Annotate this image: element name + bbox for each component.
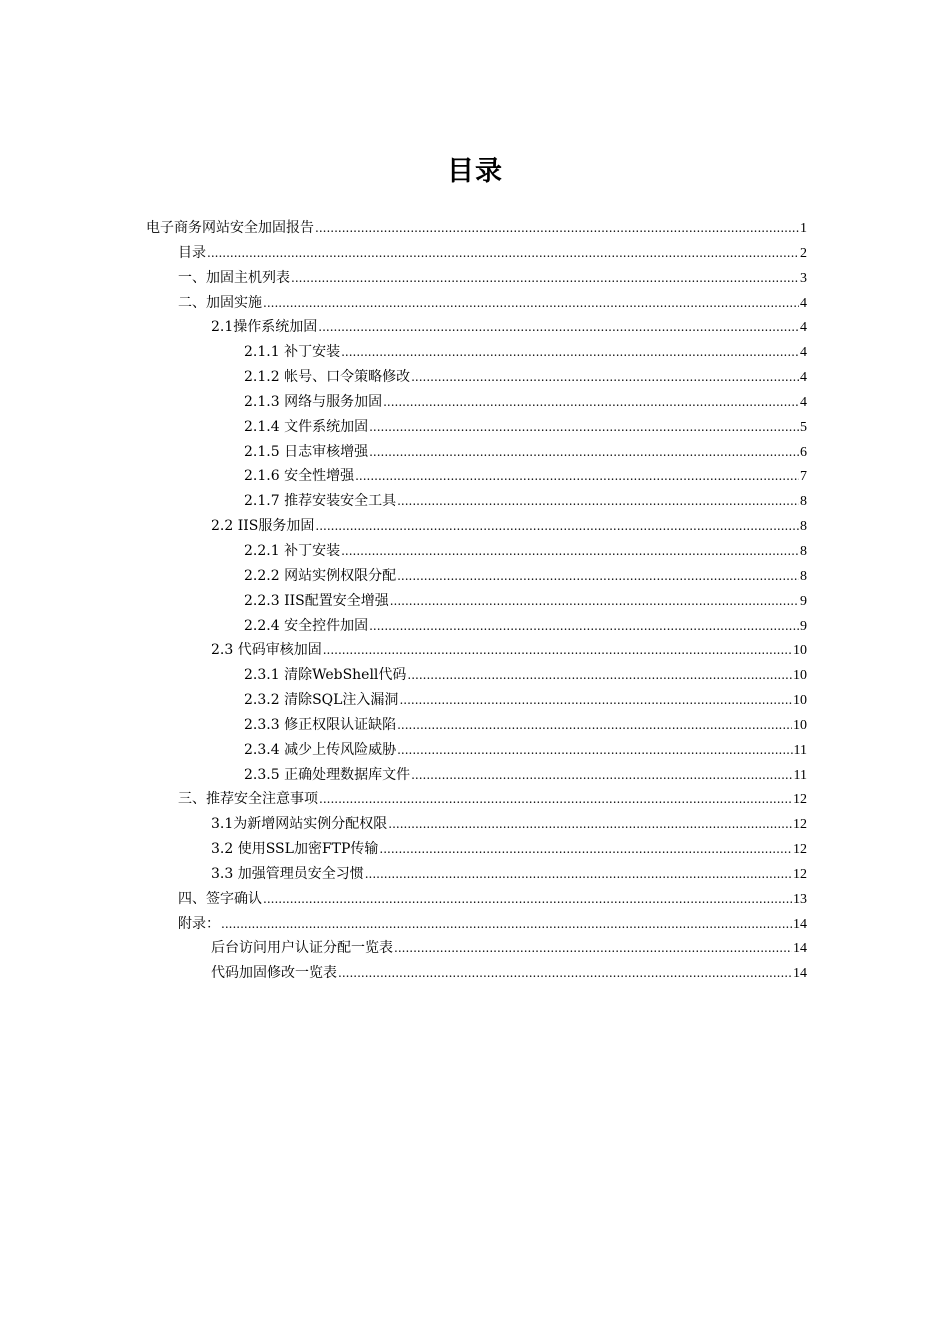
toc-entry-label: 2.2.3 IIS配置安全增强 <box>244 592 389 609</box>
toc-page-number: 4 <box>800 370 807 386</box>
toc-entry[interactable] <box>146 715 807 740</box>
toc-entry-label: 2.3 代码审核加固 <box>211 642 322 659</box>
toc-dot-leader <box>390 591 799 611</box>
toc-entry-label: 2.3.3 修正权限认证缺陷 <box>244 716 397 733</box>
toc-entry[interactable] <box>146 914 807 939</box>
toc-dot-leader <box>323 640 792 660</box>
toc-dot-leader <box>411 765 792 785</box>
toc-page-number: 1 <box>800 221 807 236</box>
toc-entry-label: 2.3.2 清除SQL注入漏洞 <box>244 692 399 709</box>
toc-entry-label: 2.1.1 补丁安装 <box>244 344 341 361</box>
toc-entry[interactable] <box>146 566 807 591</box>
toc-entry[interactable] <box>146 889 807 914</box>
toc-entry[interactable] <box>146 541 807 566</box>
toc-entry-label: 一、加固主机列表 <box>178 269 290 286</box>
toc-dot-leader <box>397 566 799 586</box>
toc-page-number: 8 <box>800 494 807 510</box>
toc-dot-leader <box>221 914 792 934</box>
toc-page-number: 14 <box>793 966 807 982</box>
toc-entry-label: 3.1为新增网站实例分配权限 <box>211 816 388 833</box>
toc-entry[interactable] <box>146 789 807 814</box>
toc-entry-label: 2.1操作系统加固 <box>211 319 318 336</box>
toc-page-number: 8 <box>800 519 807 535</box>
toc-dot-leader <box>263 293 799 313</box>
toc-page-number: 13 <box>793 891 807 907</box>
toc-page-number: 8 <box>800 568 807 584</box>
toc-entry-label: 2.1.6 安全性增强 <box>244 468 355 485</box>
toc-entry[interactable] <box>146 417 807 442</box>
toc-page-number: 7 <box>800 469 807 485</box>
toc-entry-label: 二、加固实施 <box>178 294 262 311</box>
toc-dot-leader <box>365 864 792 884</box>
toc-page-number: 4 <box>800 345 807 361</box>
toc-dot-leader <box>394 938 792 958</box>
toc-entry-label: 2.1.4 文件系统加固 <box>244 418 369 435</box>
toc-entry[interactable] <box>146 864 807 889</box>
toc-page-number: 9 <box>800 593 807 609</box>
toc-dot-leader <box>369 417 799 437</box>
toc-entry-label: 2.1.3 网络与服务加固 <box>244 393 383 410</box>
toc-page-number: 12 <box>793 842 807 858</box>
toc-entry[interactable] <box>146 765 807 790</box>
toc-entry[interactable] <box>146 938 807 963</box>
toc-page-number: 10 <box>793 668 807 684</box>
toc-page-number: 12 <box>793 792 807 808</box>
toc-page-number: 4 <box>800 394 807 410</box>
toc-entry-label: 2.2.2 网站实例权限分配 <box>244 567 397 584</box>
toc-page-number: 9 <box>800 618 807 634</box>
toc-entry[interactable] <box>146 963 807 988</box>
toc-page-number: 10 <box>793 643 807 659</box>
table-of-contents <box>146 218 807 988</box>
toc-dot-leader <box>315 516 799 536</box>
toc-entry-label: 3.3 加强管理员安全习惯 <box>211 865 364 882</box>
toc-entry[interactable] <box>146 466 807 491</box>
toc-dot-leader <box>397 740 792 760</box>
toc-page-number: 8 <box>800 543 807 559</box>
toc-page-number: 4 <box>800 295 807 311</box>
toc-page-number: 12 <box>793 817 807 833</box>
toc-page-number: 11 <box>793 742 807 758</box>
toc-entry[interactable] <box>146 243 807 268</box>
toc-entry[interactable] <box>146 442 807 467</box>
toc-entry-label: 2.3.4 减少上传风险威胁 <box>244 741 397 758</box>
toc-entry-label: 2.1.5 日志审核增强 <box>244 443 369 460</box>
toc-entry[interactable] <box>146 665 807 690</box>
toc-entry[interactable] <box>146 516 807 541</box>
toc-page-number: 14 <box>793 916 807 932</box>
toc-entry-label: 目录 <box>178 244 206 261</box>
toc-dot-leader <box>341 541 799 561</box>
toc-entry[interactable] <box>146 293 807 318</box>
toc-entry[interactable] <box>146 640 807 665</box>
toc-dot-leader <box>319 789 792 809</box>
toc-dot-leader <box>397 715 792 735</box>
toc-dot-leader <box>318 317 799 337</box>
toc-page-number: 4 <box>800 320 807 336</box>
toc-entry[interactable] <box>146 268 807 293</box>
toc-entry-label: 2.1.7 推荐安装安全工具 <box>244 493 397 510</box>
toc-entry-label: 附录： <box>178 915 220 932</box>
toc-entry[interactable] <box>146 491 807 516</box>
toc-entry[interactable] <box>146 839 807 864</box>
toc-dot-leader <box>369 442 799 462</box>
toc-dot-leader <box>263 889 792 909</box>
toc-entry-label: 后台访问用户认证分配一览表 <box>211 940 393 957</box>
toc-dot-leader <box>397 491 799 511</box>
toc-entry-label: 2.3.5 正确处理数据库文件 <box>244 766 411 783</box>
toc-dot-leader <box>338 963 792 983</box>
toc-entry[interactable] <box>146 392 807 417</box>
toc-entry-label: 四、签字确认 <box>178 890 262 907</box>
toc-dot-leader <box>315 218 799 238</box>
toc-dot-leader <box>291 268 799 288</box>
toc-page-number: 5 <box>800 419 807 435</box>
toc-dot-leader <box>399 690 792 710</box>
toc-entry-label: 2.2.4 安全控件加固 <box>244 617 369 634</box>
toc-entry-label: 2.1.2 帐号、口令策略修改 <box>244 369 411 386</box>
toc-entry-label: 代码加固修改一览表 <box>211 965 337 982</box>
toc-entry[interactable] <box>146 367 807 392</box>
toc-dot-leader <box>411 367 799 387</box>
toc-page-number: 14 <box>793 941 807 957</box>
toc-entry[interactable] <box>146 317 807 342</box>
toc-entry[interactable] <box>146 218 807 243</box>
toc-entry[interactable] <box>146 342 807 367</box>
toc-page-number: 6 <box>800 444 807 460</box>
toc-page-number: 10 <box>793 693 807 709</box>
toc-dot-leader <box>341 342 799 362</box>
toc-page-number: 10 <box>793 717 807 733</box>
toc-entry[interactable] <box>146 616 807 641</box>
toc-dot-leader <box>383 392 799 412</box>
toc-dot-leader <box>379 839 792 859</box>
toc-page-number: 12 <box>793 866 807 882</box>
toc-entry[interactable] <box>146 591 807 616</box>
toc-entry-label: 3.2 使用SSL加密FTP传输 <box>211 841 379 858</box>
toc-page-number: 2 <box>800 245 807 261</box>
toc-entry[interactable] <box>146 690 807 715</box>
toc-entry-label: 2.3.1 清除WebShell代码 <box>244 667 407 684</box>
toc-entry-label: 三、推荐安全注意事项 <box>178 791 318 808</box>
toc-page-number: 3 <box>800 270 807 286</box>
toc-dot-leader <box>355 466 799 486</box>
toc-entry[interactable] <box>146 740 807 765</box>
toc-page-number: 11 <box>793 767 807 783</box>
toc-entry-label: 2.2 IIS服务加固 <box>211 518 315 535</box>
toc-dot-leader <box>369 616 799 636</box>
toc-heading: 目录 <box>447 156 503 187</box>
toc-entry-label: 电子商务网站安全加固报告 <box>146 220 314 236</box>
toc-dot-leader <box>407 665 792 685</box>
toc-entry-label: 2.2.1 补丁安装 <box>244 542 341 559</box>
toc-dot-leader <box>207 243 799 263</box>
toc-entry[interactable] <box>146 814 807 839</box>
toc-dot-leader <box>388 814 792 834</box>
